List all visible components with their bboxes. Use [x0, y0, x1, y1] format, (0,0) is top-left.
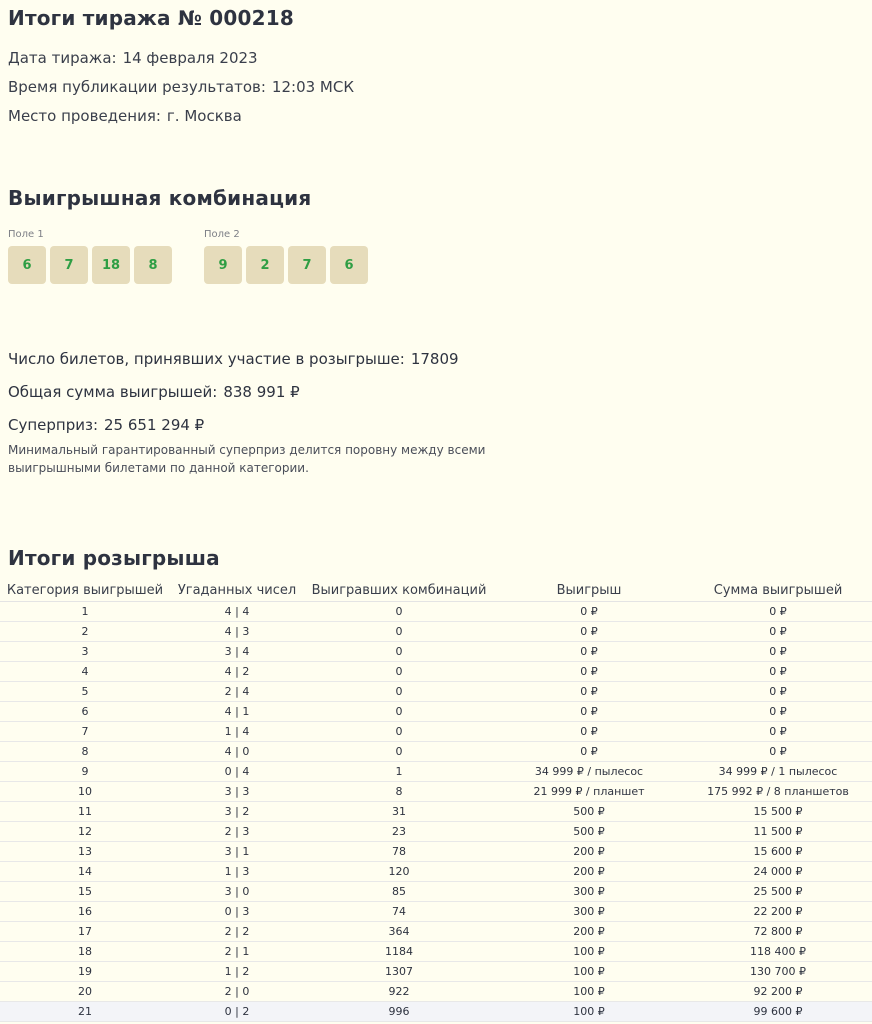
table-cell: 1184: [304, 942, 494, 962]
table-cell: 1: [304, 762, 494, 782]
table-cell: 23: [304, 822, 494, 842]
table-cell: 21 999 ₽ / планшет: [494, 782, 684, 802]
table-cell: 2: [0, 622, 170, 642]
table-cell: 0 ₽: [684, 642, 872, 662]
table-cell: 0: [304, 702, 494, 722]
table-cell: 0 ₽: [684, 742, 872, 762]
total-winnings-label: Общая сумма выигрышей:: [8, 383, 218, 401]
table-cell: 8: [304, 782, 494, 802]
table-cell: 9: [0, 762, 170, 782]
ball: 7: [288, 246, 326, 284]
table-cell: 0 ₽: [684, 622, 872, 642]
table-cell: 2 | 4: [170, 682, 304, 702]
table-cell: 12: [0, 822, 170, 842]
table-cell: 175 992 ₽ / 8 планшетов: [684, 782, 872, 802]
column-header: Сумма выигрышей: [684, 580, 872, 602]
draw-place: [8, 107, 242, 125]
table-cell: 0 ₽: [684, 602, 872, 622]
table-cell: 3 | 3: [170, 782, 304, 802]
table-cell: 8: [0, 742, 170, 762]
table-cell: 500 ₽: [494, 802, 684, 822]
table-cell: 15 600 ₽: [684, 842, 872, 862]
table-row: [0, 662, 872, 682]
table-cell: 0 | 4: [170, 762, 304, 782]
table-cell: 300 ₽: [494, 882, 684, 902]
table-cell: 3 | 2: [170, 802, 304, 822]
table-cell: 4 | 3: [170, 622, 304, 642]
table-cell: 2 | 3: [170, 822, 304, 842]
table-cell: 0 ₽: [684, 682, 872, 702]
table-cell: 100 ₽: [494, 982, 684, 1002]
table-cell: 11 500 ₽: [684, 822, 872, 842]
ball: 8: [134, 246, 172, 284]
table-row: [0, 962, 872, 982]
table-cell: 17: [0, 922, 170, 942]
column-header: Выигрыш: [494, 580, 684, 602]
results-body: [0, 602, 872, 1022]
table-cell: 2 | 0: [170, 982, 304, 1002]
table-row: [0, 922, 872, 942]
table-cell: 31: [304, 802, 494, 822]
table-row: [0, 802, 872, 822]
table-cell: 0 ₽: [494, 642, 684, 662]
column-header: Выигравших комбинаций: [304, 580, 494, 602]
publish-time: [8, 78, 354, 96]
table-row: [0, 842, 872, 862]
publish-time-label: Время публикации результатов:: [8, 78, 266, 96]
table-cell: 364: [304, 922, 494, 942]
table-cell: 0 ₽: [494, 702, 684, 722]
table-cell: 1: [0, 602, 170, 622]
table-row: [0, 882, 872, 902]
table-cell: 4: [0, 662, 170, 682]
table-cell: 1 | 2: [170, 962, 304, 982]
table-cell: 100 ₽: [494, 1002, 684, 1022]
results-header-row: [0, 580, 872, 602]
draw-date: [8, 49, 258, 67]
table-cell: 922: [304, 982, 494, 1002]
table-cell: 1307: [304, 962, 494, 982]
total-winnings: [8, 383, 300, 401]
field-1-balls: [8, 246, 172, 284]
superprize-value: 25 651 294 ₽: [104, 416, 205, 434]
draw-place-value: г. Москва: [166, 107, 242, 125]
table-cell: 18: [0, 942, 170, 962]
results-table: [0, 580, 872, 1022]
table-cell: 0: [304, 662, 494, 682]
table-row: [0, 762, 872, 782]
table-cell: 0 ₽: [684, 702, 872, 722]
table-cell: 0 ₽: [494, 742, 684, 762]
table-cell: 4 | 1: [170, 702, 304, 722]
table-cell: 25 500 ₽: [684, 882, 872, 902]
table-cell: 15: [0, 882, 170, 902]
table-cell: 16: [0, 902, 170, 922]
table-cell: 13: [0, 842, 170, 862]
field-2-label: Поле 2: [204, 229, 240, 240]
table-cell: 996: [304, 1002, 494, 1022]
publish-time-value: 12:03 МСК: [271, 78, 354, 96]
table-cell: 92 200 ₽: [684, 982, 872, 1002]
table-cell: 72 800 ₽: [684, 922, 872, 942]
table-row: [0, 622, 872, 642]
table-cell: 85: [304, 882, 494, 902]
table-cell: 0 ₽: [494, 682, 684, 702]
superprize-label: Суперприз:: [8, 416, 99, 434]
ball: 6: [8, 246, 46, 284]
table-cell: 0: [304, 622, 494, 642]
table-row: [0, 982, 872, 1002]
total-winnings-value: 838 991 ₽: [223, 383, 300, 401]
draw-date-value: 14 февраля 2023: [122, 49, 258, 67]
table-cell: 0: [304, 602, 494, 622]
table-cell: 3 | 1: [170, 842, 304, 862]
table-cell: 2 | 1: [170, 942, 304, 962]
table-cell: 3 | 0: [170, 882, 304, 902]
tickets-count-value: 17809: [410, 350, 459, 368]
table-cell: 0: [304, 642, 494, 662]
table-cell: 34 999 ₽ / пылесос: [494, 762, 684, 782]
table-cell: 0 ₽: [494, 722, 684, 742]
table-cell: 1 | 3: [170, 862, 304, 882]
table-cell: 0: [304, 682, 494, 702]
table-cell: 0 ₽: [684, 662, 872, 682]
draw-place-label: Место проведения:: [8, 107, 161, 125]
table-cell: 14: [0, 862, 170, 882]
table-cell: 0: [304, 722, 494, 742]
table-row: [0, 862, 872, 882]
table-cell: 7: [0, 722, 170, 742]
ball: 6: [330, 246, 368, 284]
table-cell: 100 ₽: [494, 962, 684, 982]
draw-date-label: Дата тиража:: [8, 49, 117, 67]
table-cell: 99 600 ₽: [684, 1002, 872, 1022]
table-cell: 34 999 ₽ / 1 пылесос: [684, 762, 872, 782]
table-row: [0, 702, 872, 722]
table-row: [0, 1002, 872, 1022]
table-cell: 1 | 4: [170, 722, 304, 742]
table-cell: 100 ₽: [494, 942, 684, 962]
page-title: Итоги тиража № 000218: [8, 6, 294, 30]
table-cell: 4 | 4: [170, 602, 304, 622]
table-cell: 21: [0, 1002, 170, 1022]
ball: 9: [204, 246, 242, 284]
table-cell: 10: [0, 782, 170, 802]
table-cell: 3 | 4: [170, 642, 304, 662]
column-header: Категория выигрышей: [0, 580, 170, 602]
table-row: [0, 722, 872, 742]
table-row: [0, 602, 872, 622]
table-cell: 200 ₽: [494, 842, 684, 862]
table-cell: 3: [0, 642, 170, 662]
table-cell: 500 ₽: [494, 822, 684, 842]
tickets-count: [8, 350, 459, 368]
table-cell: 118 400 ₽: [684, 942, 872, 962]
table-cell: 22 200 ₽: [684, 902, 872, 922]
table-row: [0, 642, 872, 662]
table-cell: 2 | 2: [170, 922, 304, 942]
table-row: [0, 942, 872, 962]
table-cell: 0 | 3: [170, 902, 304, 922]
table-cell: 20: [0, 982, 170, 1002]
table-cell: 0 ₽: [494, 602, 684, 622]
table-cell: 0 | 2: [170, 1002, 304, 1022]
table-row: [0, 742, 872, 762]
table-cell: 200 ₽: [494, 922, 684, 942]
superprize: [8, 416, 204, 434]
table-cell: 4 | 2: [170, 662, 304, 682]
table-cell: 0 ₽: [494, 662, 684, 682]
table-row: [0, 822, 872, 842]
table-cell: 0: [304, 742, 494, 762]
table-cell: 4 | 0: [170, 742, 304, 762]
table-cell: 5: [0, 682, 170, 702]
ball: 7: [50, 246, 88, 284]
ball: 18: [92, 246, 130, 284]
results-title: Итоги розыгрыша: [8, 546, 220, 570]
table-cell: 74: [304, 902, 494, 922]
ball: 2: [246, 246, 284, 284]
field-1-label: Поле 1: [8, 229, 44, 240]
column-header: Угаданных чисел: [170, 580, 304, 602]
superprize-note: Минимальный гарантированный суперприз делится поровну между всеми выигрышными билетами по данной категории.: [8, 443, 486, 475]
table-cell: 78: [304, 842, 494, 862]
table-cell: 24 000 ₽: [684, 862, 872, 882]
table-cell: 130 700 ₽: [684, 962, 872, 982]
field-2-balls: [204, 246, 368, 284]
table-cell: 0 ₽: [684, 722, 872, 742]
winning-combination-title: Выигрышная комбинация: [8, 186, 312, 210]
table-row: [0, 782, 872, 802]
table-cell: 120: [304, 862, 494, 882]
table-row: [0, 682, 872, 702]
table-cell: 200 ₽: [494, 862, 684, 882]
table-row: [0, 902, 872, 922]
table-cell: 0 ₽: [494, 622, 684, 642]
table-cell: 15 500 ₽: [684, 802, 872, 822]
tickets-count-label: Число билетов, принявших участие в розыгрыше:: [8, 350, 405, 368]
table-cell: 11: [0, 802, 170, 822]
table-cell: 19: [0, 962, 170, 982]
table-cell: 300 ₽: [494, 902, 684, 922]
table-cell: 6: [0, 702, 170, 722]
